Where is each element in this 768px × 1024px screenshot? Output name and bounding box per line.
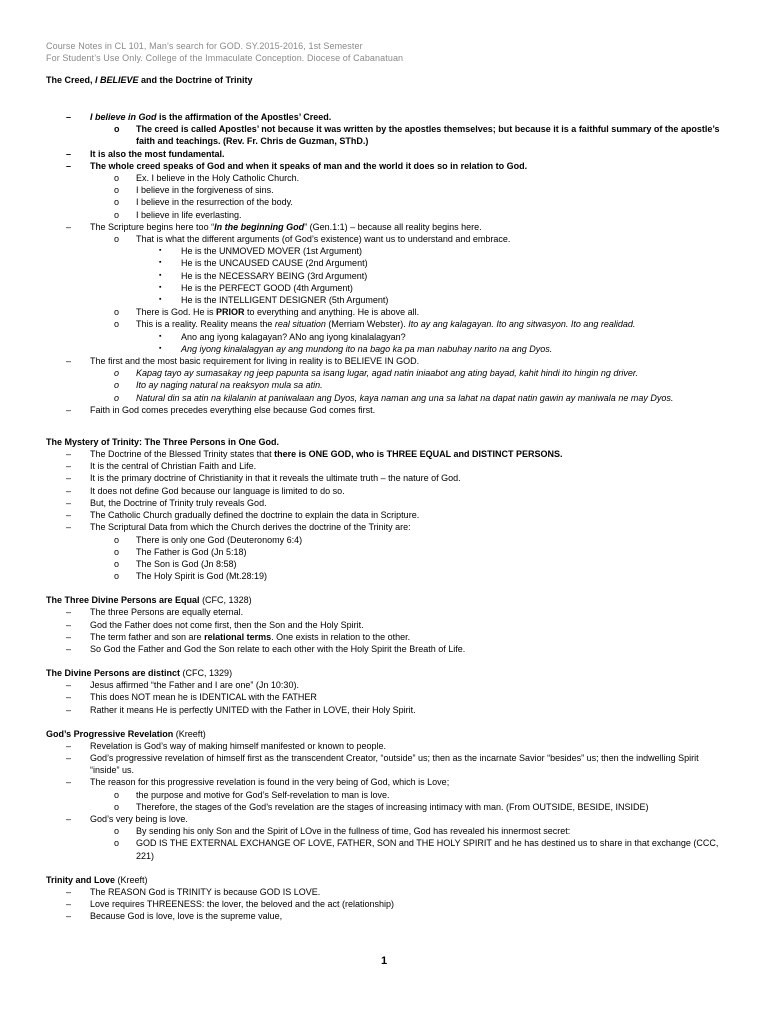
list-item: – This does NOT mean he is IDENTICAL with the FATHER xyxy=(66,692,317,703)
list-item: – So God the Father and God the Son relate to each other with the Holy Spirit the Breath of Life. xyxy=(66,643,466,654)
list-item: ▪ He is the UNCAUSED CAUSE (2nd Argument) xyxy=(159,258,368,269)
list-item: ▪ He is the NECESSARY BEING (3rd Argument) xyxy=(159,270,368,281)
list-item: ▪ Ang iyong kinalalagyan ay ang mundong ito na bago ka pa man nabuhay narito na ang Dyos. xyxy=(159,343,553,354)
document-page xyxy=(46,40,722,922)
course-header-line-2: For Student’s Use Only. College of the Immaculate Conception. Diocese of Cabanatuan xyxy=(46,53,404,63)
course-header-line-1: Course Notes in CL 101, Man’s search for GOD. SY.2015-2016, 1st Semester xyxy=(46,41,363,51)
list-item: – The Doctrine of the Blessed Trinity states that there is ONE GOD, who is THREE EQUAL and DISTINCT PERSONS. xyxy=(66,449,563,460)
list-item: – It is the central of Christian Faith and Life. xyxy=(66,461,257,472)
list-item: o Kapag tayo ay sumasakay ng jeep papunta sa isang lugar, agad natin iniaabot ang ating bayad, kahit hindi ito hingin ng driver. xyxy=(114,368,639,379)
list-item: o There is God. He is PRIOR to everything and anything. He is above all. xyxy=(114,307,420,318)
list-item: – But, the Doctrine of Trinity truly reveals God. xyxy=(66,497,267,508)
list-item: o I believe in the resurrection of the body. xyxy=(114,197,293,208)
list-item: – It does not define God because our language is limited to do so. xyxy=(66,485,345,496)
list-item: – The three Persons are equally eternal. xyxy=(66,607,244,618)
list-item: – I believe in God is the affirmation of the Apostles’ Creed. xyxy=(66,112,332,122)
list-item: – Jesus affirmed “the Father and I are one” (Jn 10:30). xyxy=(66,680,299,691)
list-item: – The first and the most basic requirement for living in reality is to BELIEVE IN GOD. xyxy=(66,356,420,367)
list-item: – The REASON God is TRINITY is because GOD IS LOVE. xyxy=(66,886,321,897)
list-item: ▪ He is the UNMOVED MOVER (1st Argument) xyxy=(159,246,363,257)
list-item: – It is the primary doctrine of Christianity in that it reveals the ultimate truth – the nature of God. xyxy=(66,473,461,484)
list-item: o There is only one God (Deuteronomy 6:4) xyxy=(114,534,303,545)
list-item: ▪ He is the INTELLIGENT DESIGNER (5th Argument) xyxy=(159,295,389,306)
list-item: o the purpose and motive for God’s Self-revelation to man is love. xyxy=(114,789,390,800)
list-item: – Faith in God comes precedes everything else because God comes first. xyxy=(66,404,376,415)
list-item: – God’s very being is love. xyxy=(66,813,188,824)
list-item: o I believe in life everlasting. xyxy=(114,209,242,220)
list-item: o That is what the different arguments (of God’s existence) want us to understand and embrace. xyxy=(114,234,511,245)
list-item: o The Holy Spirit is God (Mt.28:19) xyxy=(114,571,268,582)
list-item: o The creed is called Apostles’ not because it was written by the apostles themselves; but because it is a faithful summary of the apostle’s faith and teachings. (Rev. Fr. Chris de Guzman, SThD.) xyxy=(114,124,720,147)
list-item: o Ex. I believe in the Holy Catholic Church. xyxy=(114,173,300,184)
list-item: o The Father is God (Jn 5:18) xyxy=(114,546,247,557)
document-title: The Creed, I BELIEVE and the Doctrine of Trinity xyxy=(46,75,253,85)
list-item: – Revelation is God’s way of making himself manifested or known to people. xyxy=(66,740,386,751)
list-item: – The Catholic Church gradually defined the doctrine to explain the data in Scripture. xyxy=(66,510,420,521)
list-item: ▪ Ano ang iyong kalagayan? ANo ang iyong kinalalagyan? xyxy=(159,331,406,342)
section-heading: God’s Progressive Revelation (Kreeft) xyxy=(46,728,206,739)
page-number: 1 xyxy=(380,955,388,967)
list-item: ▪ He is the PERFECT GOOD (4th Argument) xyxy=(159,282,353,293)
list-item: o This is a reality. Reality means the real situation (Merriam Webster). Ito ay ang kalagayan. Ito ang sitwasyon. Ito ang realidad. xyxy=(114,319,636,330)
list-item: – Love requires THREENESS: the lover, the beloved and the act (relationship) xyxy=(66,898,395,909)
list-item: – It is also the most fundamental. xyxy=(66,148,225,159)
list-item: – Because God is love, love is the supreme value, xyxy=(66,911,283,922)
list-item: – The Scripture begins here too “In the beginning God” (Gen.1:1) – because all reality begins here. xyxy=(66,221,482,232)
list-item: – God’s progressive revelation of himself first as the transcendent Creator, “outside” us; then as the incarnate Savior “besides” us; then the indwelling Spirit “inside” us. xyxy=(66,752,699,776)
list-item: – The whole creed speaks of God and when it speaks of man and the world it does so in relation to God. xyxy=(66,160,528,171)
list-item: – God the Father does not come first, then the Son and the Holy Spirit. xyxy=(66,619,364,630)
list-item: – Rather it means He is perfectly UNITED with the Father in LOVE, their Holy Spirit. xyxy=(66,704,416,715)
list-item: o Natural din sa atin na kilalanin at paniwalaan ang Dyos, kaya naman ang una sa lahat na dapat natin gawin ay maniwala ne may Dyos. xyxy=(114,392,674,403)
list-item: o GOD IS THE EXTERNAL EXCHANGE OF LOVE, FATHER, SON and THE HOLY SPIRIT and he has destined us to share in that exchange (CCC, 221) xyxy=(114,838,719,861)
list-item: – The Scriptural Data from which the Church derives the doctrine of the Trinity are: xyxy=(66,522,411,533)
list-item: o Therefore, the stages of the God’s revelation are the stages of increasing intimacy with man. (From OUTSIDE, BESIDE, INSIDE) xyxy=(114,801,649,812)
section-heading: The Three Divine Persons are Equal (CFC, 1328) xyxy=(46,595,252,606)
list-item: o By sending his only Son and the Spirit of LOve in the fullness of time, God has revealed his innermost secret: xyxy=(114,826,571,837)
list-item: o The Son is God (Jn 8:58) xyxy=(114,558,237,569)
list-item: – The reason for this progressive revelation is found in the very being of God, which is Love; xyxy=(66,777,450,788)
section-heading: The Mystery of Trinity: The Three Persons in One God. xyxy=(46,437,280,448)
list-item: – The term father and son are relational terms. One exists in relation to the other. xyxy=(66,631,411,642)
list-item: o Ito ay naging natural na reaksyon mula sa atin. xyxy=(114,380,323,391)
section-heading: Trinity and Love (Kreeft) xyxy=(46,874,148,885)
list-item: o I believe in the forgiveness of sins. xyxy=(114,185,274,196)
section-heading: The Divine Persons are distinct (CFC, 1329) xyxy=(46,668,233,679)
